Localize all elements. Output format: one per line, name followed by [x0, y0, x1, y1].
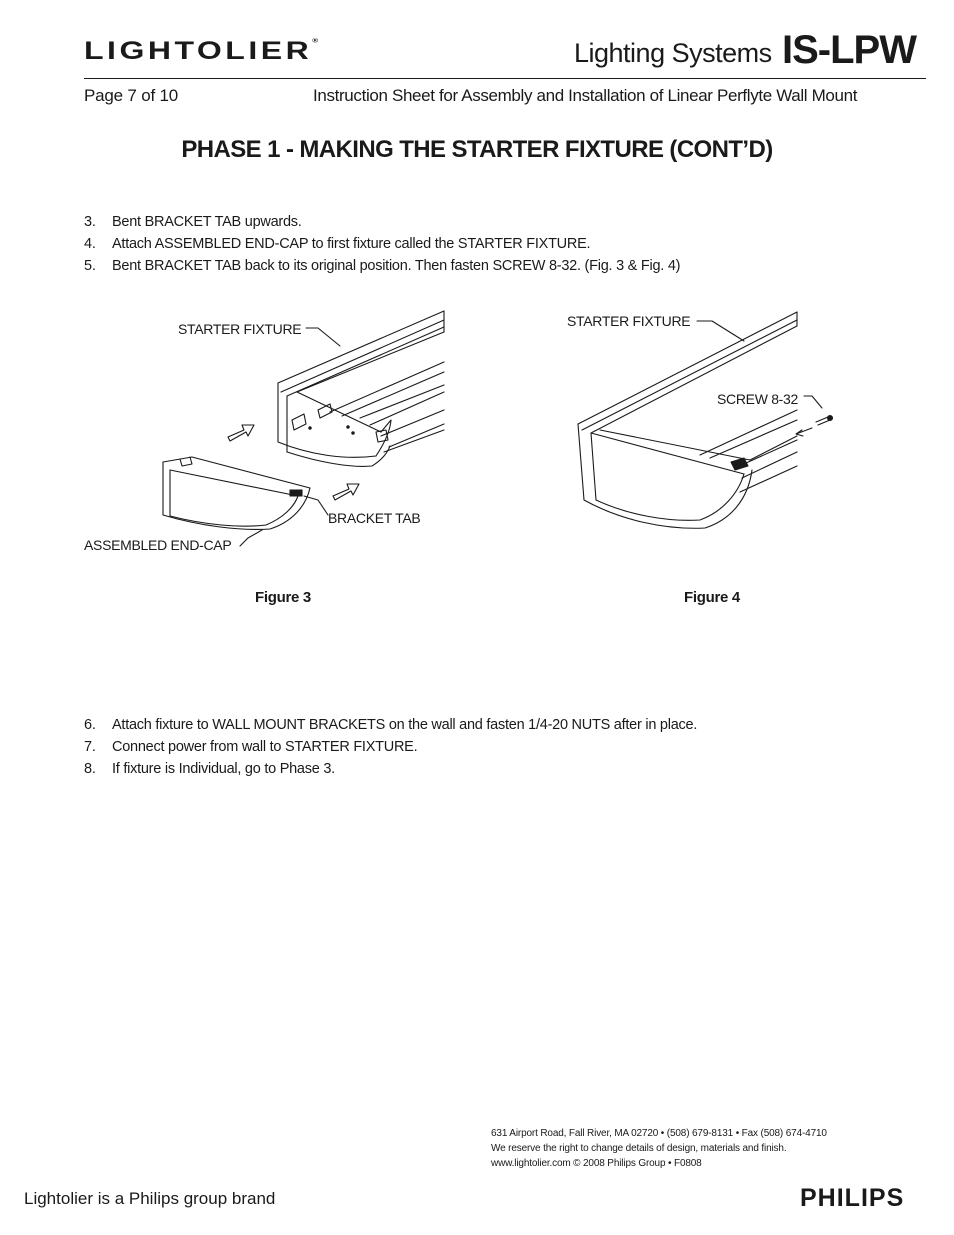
leader-line	[240, 530, 262, 546]
figure3-starter-fixture-drawing	[278, 311, 444, 466]
footer-info	[491, 1126, 827, 1171]
registered-mark: ®	[312, 37, 319, 45]
page-number: Page 7 of 10	[84, 86, 179, 105]
brand-note: Lightolier is a Philips group brand	[24, 1189, 276, 1208]
step-number: 7.	[84, 739, 96, 755]
step-text: If fixture is Individual, go to Phase 3.	[112, 761, 335, 777]
phase-title: PHASE 1 - MAKING THE STARTER FIXTURE (CONT’D)	[181, 136, 773, 163]
leader-line	[306, 328, 340, 346]
step-text: Bent BRACKET TAB back to its original position. Then fasten SCREW 8-32. (Fig. 3 & Fig. 4)	[112, 258, 681, 274]
step-item	[84, 714, 697, 736]
screw-icon	[816, 416, 833, 426]
steps-list-after	[84, 714, 697, 780]
step-number: 6.	[84, 717, 96, 733]
figure3-tab-label: BRACKET TAB	[328, 510, 421, 526]
step-number: 4.	[84, 236, 96, 252]
leader-line	[697, 321, 744, 341]
document-code: IS-LPW	[782, 28, 916, 72]
step-text: Bent BRACKET TAB upwards.	[112, 214, 302, 230]
footer-disclaimer: We reserve the right to change details of design, materials and finish.	[491, 1143, 787, 1154]
figure4-caption: Figure 4	[684, 589, 740, 606]
step-text: Connect power from wall to STARTER FIXTURE.	[112, 739, 418, 755]
figure3-caption: Figure 3	[255, 589, 311, 606]
assembly-arrow-icon	[228, 425, 254, 441]
figure3-end-cap-drawing	[163, 457, 310, 529]
figure4-starter-label: STARTER FIXTURE	[567, 313, 691, 329]
step-item	[84, 758, 697, 780]
leader-line	[804, 396, 822, 408]
figure4-assembled-fixture-drawing	[578, 312, 797, 528]
insertion-arrow-icon	[796, 428, 812, 436]
step-text: Attach fixture to WALL MOUNT BRACKETS on the wall and fasten 1/4-20 NUTS after in place.	[112, 717, 698, 733]
logo-wordmark: LIGHTOLIER	[84, 36, 313, 65]
philips-logo: PHILIPS	[800, 1184, 905, 1212]
figure3-endcap-label: ASSEMBLED END-CAP	[84, 537, 232, 553]
figure3-starter-label: STARTER FIXTURE	[178, 321, 302, 337]
step-number: 3.	[84, 214, 96, 230]
footer-web-copyright: www.lightolier.com © 2008 Philips Group • F0808	[491, 1158, 702, 1169]
step-text: Attach ASSEMBLED END-CAP to first fixture called the STARTER FIXTURE.	[112, 236, 591, 252]
figure4-screw-label: SCREW 8-32	[717, 391, 799, 407]
footer-address: 631 Airport Road, Fall River, MA 02720 • (508) 679-8131 • Fax (508) 674-4710	[491, 1128, 827, 1139]
assembly-arrow-icon	[333, 484, 359, 500]
leader-line	[304, 496, 328, 515]
step-number: 5.	[84, 258, 96, 274]
step-item	[84, 736, 697, 758]
step-number: 8.	[84, 761, 96, 777]
system-label: Lighting Systems	[574, 38, 772, 68]
sheet-title: Instruction Sheet for Assembly and Installation of Linear Perflyte Wall Mount	[313, 86, 858, 105]
